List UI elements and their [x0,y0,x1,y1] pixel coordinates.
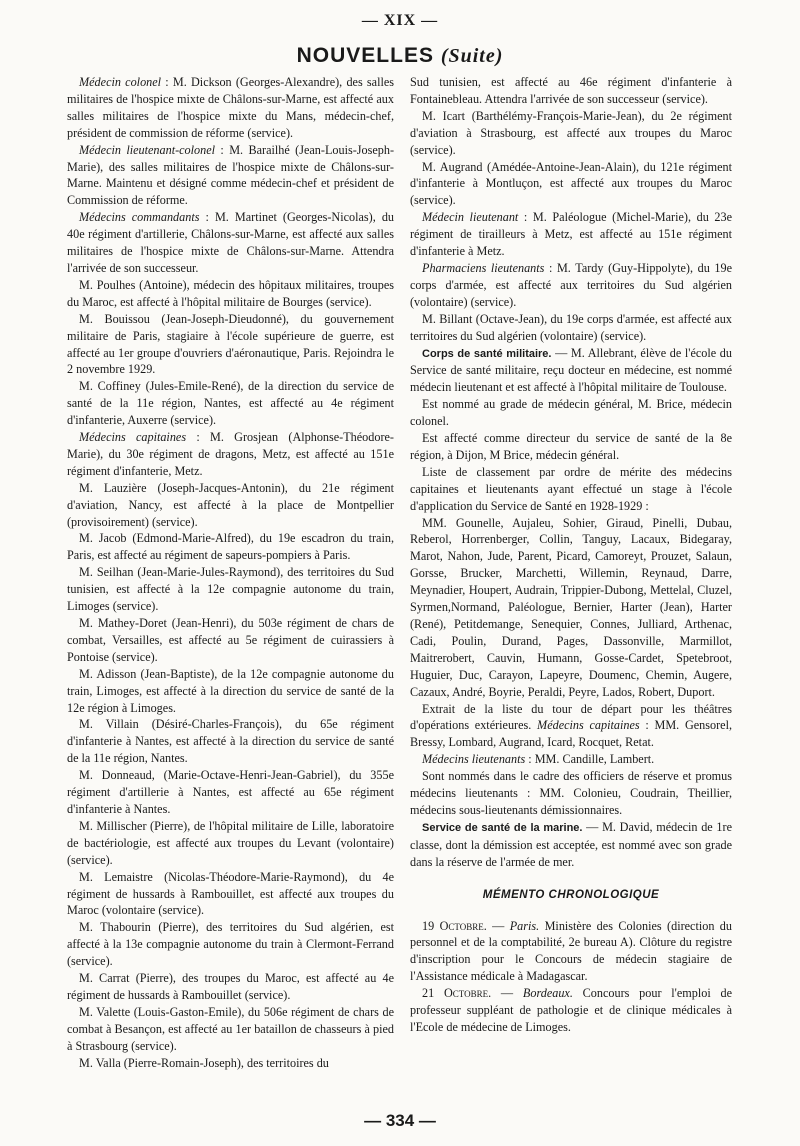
paragraph: M. Valette (Louis-Gaston-Emile), du 506e régiment de chars de combat à Besançon, est affecté au 1er bataillon de chasseurs à pied à Strasbourg (service). [67,1004,394,1053]
paragraph: M. Billant (Octave-Jean), du 19e corps d'armée, est affecté aux territoires du Sud algérien (volontaire) (service). [410,311,732,343]
section-heading: Service de santé de la marine. [422,821,583,834]
paragraph: Service de santé de la marine. — M. David, médecin de 1re classe, dont la démission est acceptée, est nommé avec son grade dans la réserve de l'armée de mer. [410,819,732,869]
paragraph: Liste de classement par ordre de mérite des médecins capitaines et lieutenants ayant effectué un stage à l'école d'application du Service de Santé en 1928-1929 : [410,464,732,513]
paragraph: Médecins capitaines : M. Grosjean (Alphonse-Théodore-Marie), du 30e régiment de dragons, Metz, est affecté au 151e régiment d'infanterie, Metz. [67,430,394,478]
paragraph: Médecin lieutenant : M. Paléologue (Michel-Marie), du 23e régiment de tirailleurs à Metz, est affecté au 151e régiment d'infanterie à Metz. [410,210,732,259]
paragraph: Corps de santé militaire. — M. Allebrant, élève de l'école du Service de santé militaire, reçu docteur en médecine, est nommé médecin lieutenant et est affecté à l'hôpital militaire de Toulouse. [410,345,732,395]
paragraph: Est affecté comme directeur du service de santé de la 8e région, à Dijon, M Brice, médecin général. [410,431,732,462]
paragraph: MM. Gounelle, Aujaleu, Sohier, Giraud, Pinelli, Dubau, Reberol, Horrenberger, Collin, Tanguy, Lacaux, Bidegaray, Marot, Nahon, Jude, Parent, Picard, Camoreyt, Prouzet, Salaun, Gorsse, Brucker, Marchetti, Willemin, Reynaud, Darre, Meynadier, Houpert, Audrain, Trippier-Dubong, Mettelal, Cluzel, Syrmen,Normand, Paléologue, Bernier, Harter (Jean), Harter (René), Petitdemange, Senequier, Connes, Julliard, Arthenac, Cadi, Poulin, Durand, Pages, Dassonville, Marmillot, Maitrerobert, Cauvin, Humann, Gosse-Cardet, Spetebroot, Huguier, Duc, Carayon, Lapeyre, Doumenc, Chemin, Augere, Cazaux, André, Boyrie, Peraldi, Peyre, Lados, Robert, Duport. [410,515,732,699]
paragraph: M. Carrat (Pierre), des troupes du Maroc, est affecté au 4e régiment de hussards à Rambouillet (service). [67,971,394,1002]
paragraph: Médecins commandants : M. Martinet (Georges-Nicolas), du 40e régiment d'artillerie, Châlons-sur-Marne, est affecté aux salles militaires de l'hospice mixte de Châlons-sur-Marne. Attendra l'arrivée de son successeur. [67,210,395,275]
paragraph: M. Villain (Désiré-Charles-François), du 65e régiment d'infanterie à Nantes, est affecté à la direction du service de santé de la 11e région, Nantes. [67,717,394,766]
left-column [67,74,394,1071]
date: 19 Octobre. [422,918,487,933]
paragraph: M. Millischer (Pierre), de l'hôpital militaire de Lille, laboratoire de bactériologie, est affecté aux troupes du Levant (volontaire) (service). [67,818,394,867]
paragraph: M. Donneaud, (Marie-Octave-Henri-Jean-Gabriel), du 355e régiment d'artillerie à Nantes, est affecté au 65e régiment d'infanterie à Nantes. [67,768,394,816]
paragraph: Pharmaciens lieutenants : M. Tardy (Guy-Hippolyte), du 19e corps d'armée, est affecté aux territoires du Sud algérien (volontaire) (service). [410,260,732,309]
title-text: NOUVELLES [296,44,434,67]
paragraph: M. Augrand (Amédée-Antoine-Jean-Alain), du 121e régiment d'infanterie à Montluçon, est affecté aux troupes du Maroc (service). [410,159,732,208]
paragraph: Sont nommés dans le cadre des officiers de réserve et promus médecins lieutenants : MM. Colonieu, Coudrain, Theillier, médecins sous-lieutenants démissionnaires. [410,769,732,817]
paragraph: Médecins lieutenants : MM. Candille, Lambert. [422,752,655,767]
paragraph: M. Jacob (Edmond-Marie-Alfred), du 19e escadron du train, Paris, est affecté au régiment de sapeurs-pompiers à Paris. [67,531,394,563]
paragraph: M. Icart (Barthélémy-François-Marie-Jean), du 2e régiment d'aviation à Strasbourg, est affecté aux troupes du Maroc (service). [410,108,732,157]
paragraph: M. Lemaistre (Nicolas-Théodore-Marie-Raymond), du 4e régiment de hussards à Rambouillet, est affecté aux troupes du Maroc (volontaire (service). [67,869,394,918]
paragraph: 21 Octobre. — Bordeaux. Concours pour l'emploi de professeur suppléant de pathologie et de clinique médicales à l'Ecole de médecine de Limoges. [410,986,732,1034]
section-heading: Corps de santé militaire. [422,347,552,360]
paragraph: M. Coffiney (Jules-Emile-René), de la direction du service de santé de la 11e région, Nantes, est affecté au 4e régiment d'infanterie, Auxerre (service). [67,379,394,428]
paragraph: M. Lauzière (Joseph-Jacques-Antonin), du 21e régiment d'aviation, Nancy, est affecté à la place de Montpellier (provisoirement) (service). [67,480,394,529]
roman-page-number: — XIX — [361,12,439,29]
paragraph: Sud tunisien, est affecté au 46e régiment d'infanterie à Fontainebleau. Attendra l'arrivée de son successeur (service). [410,75,732,106]
memento-heading: MÉMENTO CHRONOLOGIQUE [482,888,660,901]
paragraph: Extrait de la liste du tour de départ pour les théâtres d'opérations extérieures. Médecins capitaines : MM. Gensorel, Bressy, Lombard, Augrand, Icard, Rocquet, Retat. [410,701,732,750]
title-suite: (Suite) [440,45,504,67]
paragraph: M. Mathey-Doret (Jean-Henri), du 503e régiment de chars de combat, Versailles, est affecté au 5e régiment de cuirassiers à Pontoise (service). [67,616,394,664]
paragraph: M. Thabourin (Pierre), des territoires du Sud algérien, est affecté à la 13e compagnie autonome du train à Clermont-Ferrand (service). [67,920,394,969]
paragraph: Médecin lieutenant-colonel : M. Barailhé (Jean-Louis-Joseph-Marie), des salles militaires de l'hospice mixte de Châlons-sur-Marne. Maintenu et désigné comme médecin-chef et président de Commission de réforme. [67,142,394,208]
section-title [0,44,800,68]
paragraph: M. Valla (Pierre-Romain-Joseph), des territoires du [79,1055,329,1070]
paragraph: M. Bouissou (Jean-Joseph-Dieudonné), du gouvernement militaire de Paris, stagiaire à l'école supérieure de guerre, est affecté au 1er groupe d'ouvriers d'aéronautique, Paris. Rejoindra le 2 novembre 1929. [67,311,394,377]
paragraph: M. Adisson (Jean-Baptiste), de la 12e compagnie autonome du train, Limoges, est affecté à la direction du service de santé de la 12e région à Limoges. [67,666,394,715]
paragraph: Médecin colonel : M. Dickson (Georges-Alexandre), des salles militaires de l'hospice mixte de Châlons-sur-Marne, est affecté aux salles militaires de l'hospice mixte du Mans, médecin-chef, président de commission de réforme (service). [67,75,394,140]
paragraph: Est nommé au grade de médecin général, M. Brice, médecin colonel. [410,397,732,429]
paragraph: 19 Octobre. — Paris. Ministère des Colonies (direction du personnel et de la comptabilité, 2e bureau A). Clôture du registre d'inscription pour le Concours de médecin stagiaire de l'Assistance médicale à Madagascar. [410,918,732,984]
paragraph: M. Poulhes (Antoine), médecin des hôpitaux militaires, troupes du Maroc, est affecté à l'hôpital militaire de Bourges (service). [67,277,394,309]
right-column [410,74,732,1036]
page-folio: — 334 — [364,1111,436,1130]
paragraph: M. Seilhan (Jean-Marie-Jules-Raymond), des territoires du Sud tunisien, est affecté à la 12e compagnie autonome du train, Limoges (service). [67,565,394,614]
date: 21 Octobre. [422,986,492,1001]
